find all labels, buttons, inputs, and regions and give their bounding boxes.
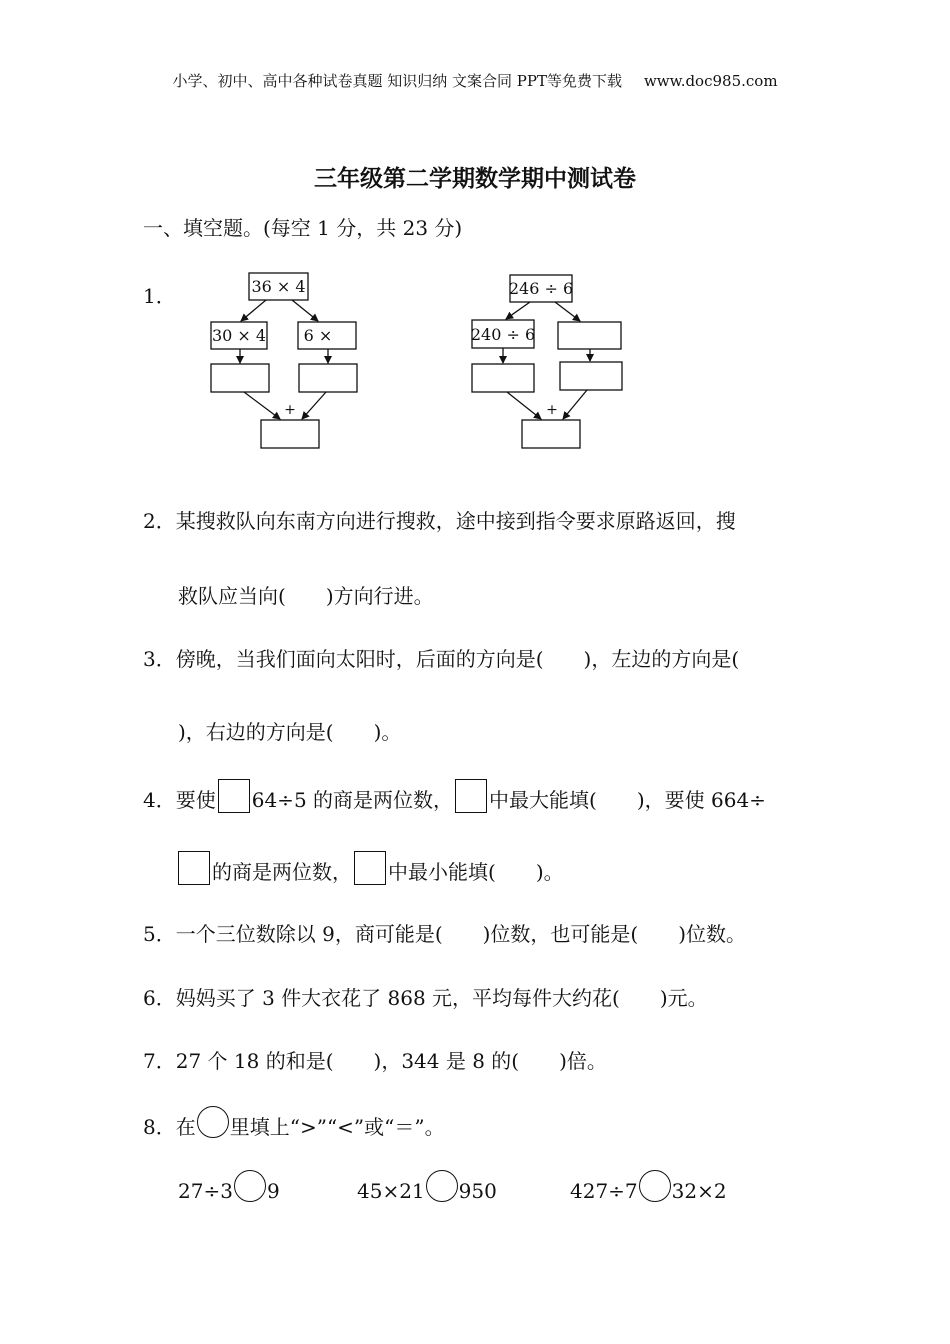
q7-text-a: 27 个 18 的和是(: [175, 1049, 334, 1073]
q8-item-1-circle[interactable]: [234, 1170, 266, 1202]
q4-text-1a: 要使: [175, 788, 216, 812]
q8-number: 8．: [143, 1115, 176, 1139]
q8-item-2-right: 950: [458, 1179, 497, 1203]
q5-number: 5．: [143, 922, 176, 946]
q4-box-2: [455, 779, 487, 813]
right-plus: +: [546, 402, 558, 418]
q4-box-1[interactable]: [218, 779, 250, 813]
q3-text-2b: )。: [373, 720, 402, 744]
q4-text-2c: )。: [535, 860, 564, 884]
q3-number: 3．: [143, 647, 176, 671]
q3-line1: [143, 643, 739, 672]
q2-number: 2．: [143, 509, 176, 533]
q6-line: [143, 982, 708, 1011]
q1-number: 1．: [143, 284, 176, 308]
q4-text-2b: 中最小能填(: [388, 860, 496, 884]
q7-number: 7．: [143, 1049, 176, 1073]
q3-text-1a: 傍晚，当我们面向太阳时，后面的方向是(: [175, 647, 544, 671]
q8-item-2-left: 45×21: [357, 1179, 425, 1203]
page-title: 三年级第二学期数学期中测试卷: [314, 166, 636, 192]
q5-text-a: 一个三位数除以 9，商可能是(: [175, 922, 443, 946]
header-url: www.doc985.com: [643, 72, 778, 90]
right-sum-box: [522, 420, 580, 448]
q8-item-2: [357, 1170, 497, 1203]
q8-item-3-right: 32×2: [671, 1179, 727, 1203]
q6-number: 6．: [143, 986, 176, 1010]
q8-item-3-left: 427÷7: [570, 1179, 638, 1203]
right-b-box: [558, 322, 621, 349]
q5-line: [143, 918, 746, 947]
q8-text-a: 在: [175, 1115, 196, 1139]
q8-item-1: [178, 1170, 280, 1203]
q4-text-2a: 的商是两位数，: [212, 860, 352, 884]
right-a-result-box: [472, 364, 534, 392]
section-heading: 一、填空题。(每空 1 分，共 23 分): [143, 216, 463, 240]
q4-text-1c: 中最大能填(: [489, 788, 597, 812]
q2-text-2b: )方向行进。: [325, 584, 434, 608]
q3-line2: [178, 716, 401, 745]
q2-text-1: 某搜救队向东南方向进行搜救，途中接到指令要求原路返回，搜: [175, 509, 736, 533]
q7-text-b: )，344 是 8 的(: [373, 1049, 520, 1073]
q7-text-c: )倍。: [559, 1049, 607, 1073]
q2-line2: [178, 580, 434, 609]
q8-item-1-right: 9: [266, 1179, 280, 1203]
q8-example-circle: [197, 1106, 229, 1138]
q7-line: [143, 1045, 607, 1074]
q8-item-3-circle[interactable]: [639, 1170, 671, 1202]
q8-item-3: [570, 1170, 727, 1203]
q5-text-b: )位数，也可能是(: [482, 922, 639, 946]
left-a-result-box: [211, 364, 269, 392]
q5-text-c: )位数。: [678, 922, 747, 946]
q4-line1: [143, 779, 766, 813]
q2-line1: [143, 505, 736, 534]
q8-text-b: 里填上“>”“<”或“＝”。: [229, 1115, 445, 1139]
left-top-text: 36 × 4: [251, 277, 306, 296]
q4-box-4: [354, 851, 386, 885]
q3-text-1b: )，左边的方向是(: [583, 647, 740, 671]
q4-box-3[interactable]: [178, 851, 210, 885]
header-text: 小学、初中、高中各种试卷真题 知识归纳 文案合同 PPT等免费下载: [172, 72, 622, 90]
left-b-result-box: [299, 364, 357, 392]
q2-text-2a: 救队应当向(: [178, 584, 286, 608]
q3-text-2a: )，右边的方向是(: [178, 720, 334, 744]
q4-text-1b: 64÷5 的商是两位数，: [251, 788, 454, 812]
right-b-result-box: [560, 362, 622, 390]
q4-line2: [176, 851, 564, 885]
q6-text-a: 妈妈买了 3 件大衣花了 868 元，平均每件大约花(: [175, 986, 620, 1010]
left-b-text: 6 ×: [303, 326, 333, 345]
left-sum-box: [261, 420, 319, 448]
q4-number: 4．: [143, 788, 176, 812]
q8-item-2-circle[interactable]: [426, 1170, 458, 1202]
q8-item-1-left: 27÷3: [178, 1179, 233, 1203]
q8-line: [143, 1106, 445, 1140]
q1-diagrams: [0, 0, 950, 470]
right-top-text: 246 ÷ 6: [508, 279, 574, 298]
right-a-text: 240 ÷ 6: [470, 325, 536, 344]
left-a-text: 30 × 4: [211, 326, 267, 345]
q6-text-b: )元。: [659, 986, 708, 1010]
left-plus: +: [284, 402, 296, 418]
q4-text-1d: )，要使 664÷: [636, 788, 766, 812]
